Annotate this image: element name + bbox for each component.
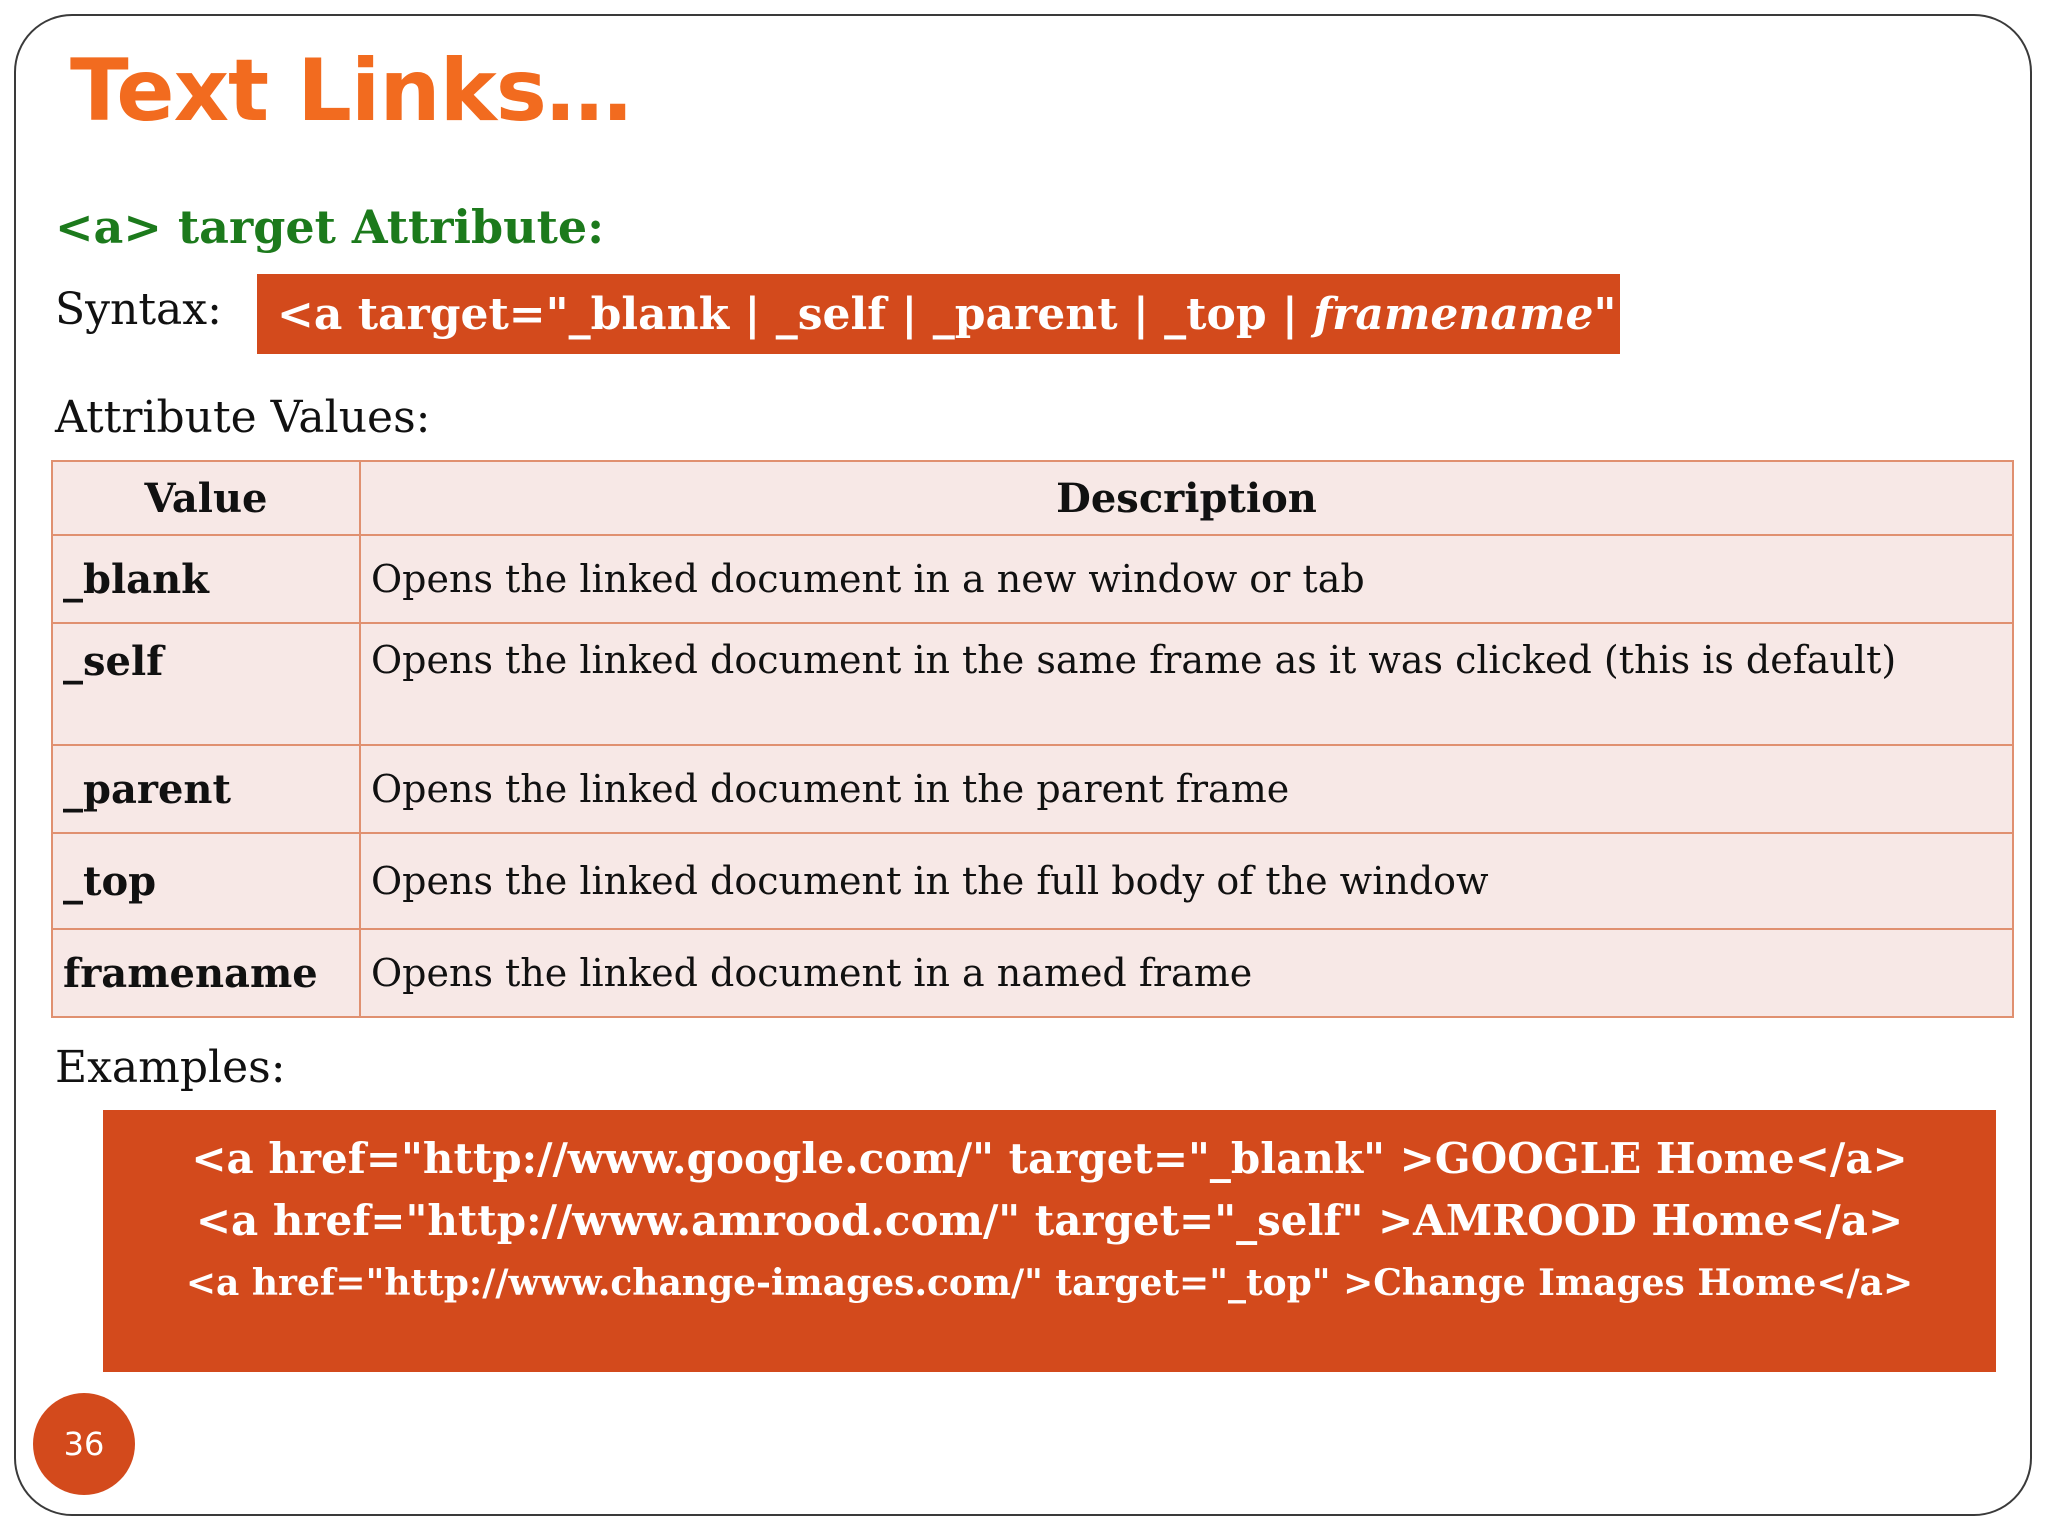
- table-row: [52, 929, 2013, 1017]
- example-line: <a href="http://www.google.com/" target="_blank" >GOOGLE Home</a>: [191, 1134, 1908, 1183]
- examples-code-box: [103, 1110, 1996, 1372]
- description-cell: Opens the linked document in the full body of the window: [360, 833, 2013, 929]
- header-value: Value: [52, 461, 360, 535]
- description-cell: Opens the linked document in the parent frame: [360, 745, 2013, 833]
- value-cell: _top: [52, 833, 360, 929]
- attribute-values-table: [51, 460, 2014, 1018]
- value-cell: _self: [52, 623, 360, 745]
- syntax-label: Syntax:: [55, 284, 222, 335]
- value-cell: framename: [52, 929, 360, 1017]
- section-heading: <a> target Attribute:: [55, 200, 605, 254]
- example-line: <a href="http://www.change-images.com/" target="_top" >Change Images Home</a>: [185, 1262, 1914, 1304]
- table-row: [52, 745, 2013, 833]
- value-cell: _parent: [52, 745, 360, 833]
- syntax-code-framename: framename: [1313, 288, 1594, 340]
- value-cell: _blank: [52, 535, 360, 623]
- description-cell: Opens the linked document in a named frame: [360, 929, 2013, 1017]
- header-description: Description: [360, 461, 2013, 535]
- description-cell: Opens the linked document in the same frame as it was clicked (this is default): [360, 623, 2013, 745]
- syntax-code-end: ">: [1593, 288, 1654, 340]
- attribute-values-label: Attribute Values:: [55, 392, 431, 443]
- description-cell: Opens the linked document in a new window or tab: [360, 535, 2013, 623]
- syntax-code-text: <a target="_blank | _self | _parent | _top |: [277, 288, 1314, 340]
- table-header-row: [52, 461, 2013, 535]
- example-line: <a href="http://www.amrood.com/" target="_self" >AMROOD Home</a>: [195, 1196, 1904, 1245]
- table-row: [52, 535, 2013, 623]
- table-row: [52, 623, 2013, 745]
- syntax-code-box: [257, 274, 1654, 354]
- slide-title: Text Links…: [70, 41, 631, 141]
- page-number-badge: 36: [33, 1393, 135, 1495]
- examples-label: Examples:: [55, 1042, 286, 1093]
- table-row: [52, 833, 2013, 929]
